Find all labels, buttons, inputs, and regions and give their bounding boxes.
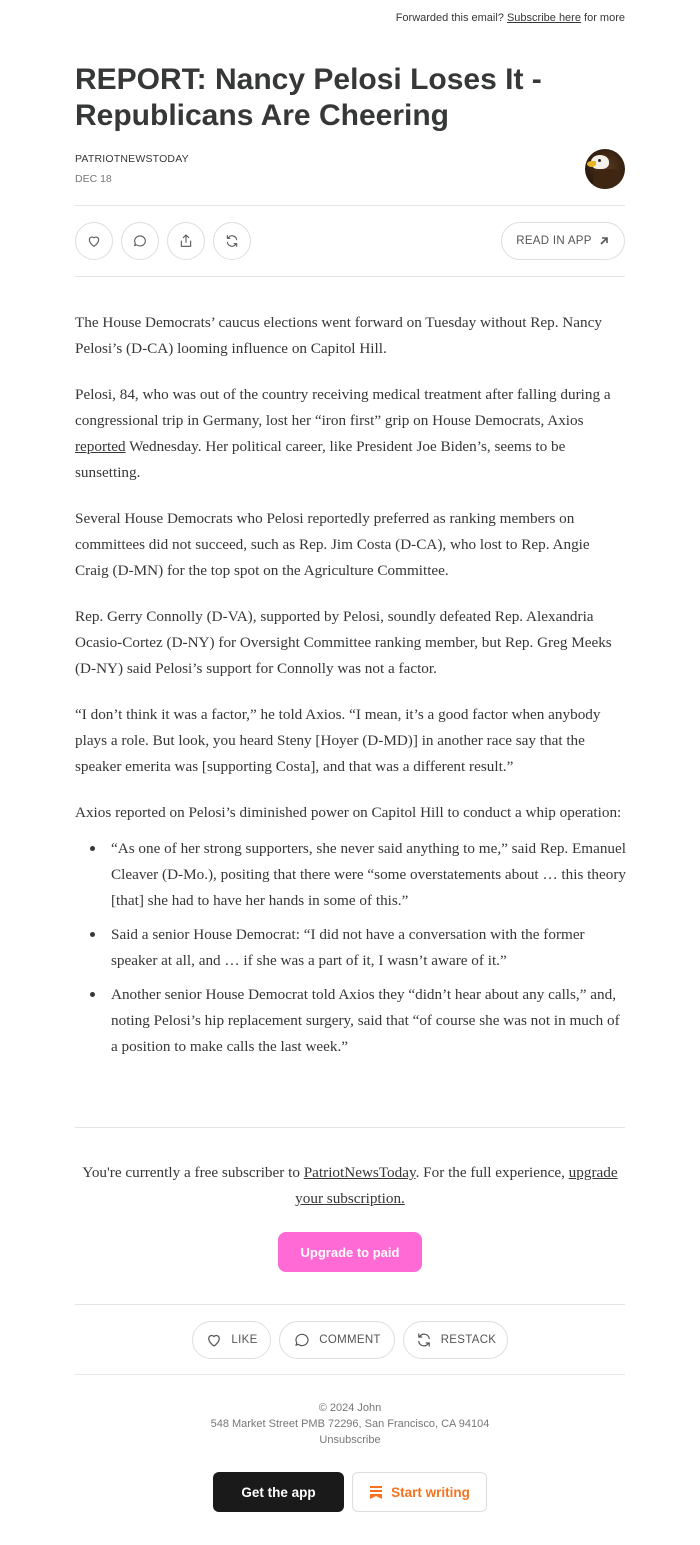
- restack-label: RESTACK: [440, 1334, 497, 1346]
- divider-article-end: [75, 1127, 625, 1128]
- avatar-eye-shape: [598, 159, 601, 162]
- like-pill-button[interactable]: [192, 1321, 271, 1359]
- paragraph-4: Rep. Gerry Connolly (D-VA), supported by Pelosi, soundly defeated Rep. Alexandria Ocasio-Cortez (D-NY) for Oversight Committee ranking member, but Rep. Greg Meeks (D-NY) said Pelosi’s support for Connolly was not a factor.: [75, 608, 612, 677]
- divider-toolbar: [75, 276, 625, 277]
- start-writing-button[interactable]: [352, 1472, 487, 1512]
- publication-name[interactable]: PATRIOTNEWSTODAY: [75, 153, 189, 165]
- heart-icon: [205, 1331, 223, 1349]
- share-icon: [178, 233, 194, 249]
- subscription-text-2: . For the full experience,: [415, 1164, 569, 1181]
- paragraph-1: The House Democrats’ caucus elections went forward on Tuesday without Rep. Nancy Pelosi’s (D-CA) looming influence on Capitol Hill.: [75, 314, 602, 357]
- article-body: [75, 310, 627, 1068]
- subscribe-here-link[interactable]: Subscribe here: [506, 12, 581, 24]
- avatar-body-shape: [593, 169, 623, 189]
- comment-icon: [132, 233, 148, 249]
- copyright: © 2024 John: [318, 1402, 382, 1414]
- comment-button[interactable]: [121, 222, 159, 260]
- comment-icon: [293, 1331, 311, 1349]
- comment-label: COMMENT: [319, 1334, 381, 1346]
- address: 548 Market Street PMB 72296, San Francisco, CA 94104: [210, 1418, 490, 1430]
- paragraph-3: Several House Democrats who Pelosi reportedly preferred as ranking members on committees did not succeed, such as Rep. Jim Costa (D-CA), who lost to Rep. Angie Craig (D-MN) for the top spot on the Agriculture Committee.: [75, 510, 590, 579]
- unsubscribe-link[interactable]: Unsubscribe: [319, 1434, 381, 1446]
- restack-pill-button[interactable]: [403, 1321, 508, 1359]
- paragraph-5: “I don’t think it was a factor,” he told Axios. “I mean, it’s a good factor when anybody plays a role. But look, you heard Steny [Hoyer (D-MD)] in another race say that the speaker emerita was [supporting Costa], and that was a different result.”: [75, 706, 601, 775]
- start-writing-label: Start writing: [391, 1484, 470, 1500]
- arrow-up-right-icon: [598, 235, 610, 247]
- reported-link[interactable]: reported: [75, 438, 126, 455]
- subscription-notice: [75, 1160, 625, 1212]
- forward-suffix: for more: [584, 12, 625, 24]
- upgrade-subscription-link[interactable]: upgrade your subscription.: [295, 1164, 618, 1207]
- post-date: DEC 18: [75, 173, 112, 185]
- quote-list: [75, 836, 627, 1060]
- restack-button[interactable]: [213, 222, 251, 260]
- paragraph-2-text-end: Wednesday. Her political career, like President Joe Biden’s, seems to be sunsetting.: [75, 438, 566, 481]
- paragraph-2: [75, 382, 627, 486]
- forward-prefix: Forwarded this email?: [395, 12, 504, 24]
- subscription-text: You're currently a free subscriber to: [82, 1164, 304, 1181]
- restack-icon: [224, 233, 240, 249]
- list-item: Another senior House Democrat told Axios they “didn’t hear about any calls,” and, noting Pelosi’s hip replacement surgery, said that “of course she was not in much of a position to make calls the last week.”: [75, 982, 627, 1060]
- paragraph-6: Axios reported on Pelosi’s diminished power on Capitol Hill to conduct a whip operation:: [75, 804, 622, 821]
- substack-logo-icon: [369, 1485, 383, 1499]
- publication-link[interactable]: PatriotNewsToday: [303, 1164, 416, 1181]
- heart-icon: [86, 233, 102, 249]
- divider-actions: [75, 1374, 625, 1375]
- restack-icon: [415, 1331, 433, 1349]
- share-button[interactable]: [167, 222, 205, 260]
- like-button[interactable]: [75, 222, 113, 260]
- divider-top: [75, 205, 625, 206]
- read-in-app-label: READ IN APP: [516, 235, 592, 247]
- forward-notice: [396, 12, 625, 24]
- list-item: “As one of her strong supporters, she never said anything to me,” said Rep. Emanuel Cleaver (D-Mo.), positing that there were “some overstatements about … this theory [that] she had to have her hands in some of this.”: [75, 836, 627, 914]
- like-label: LIKE: [231, 1334, 258, 1346]
- upgrade-to-paid-button[interactable]: Upgrade to paid: [278, 1232, 422, 1272]
- avatar-beak-shape: [587, 161, 596, 167]
- eagle-avatar[interactable]: [585, 149, 625, 189]
- read-in-app-button[interactable]: [501, 222, 625, 260]
- divider-subscribe: [75, 1304, 625, 1305]
- comment-pill-button[interactable]: [279, 1321, 395, 1359]
- paragraph-2-text: Pelosi, 84, who was out of the country receiving medical treatment after falling during a congressional trip in Germany, lost her “iron first” grip on House Democrats, Axios: [75, 386, 611, 429]
- post-title[interactable]: REPORT: Nancy Pelosi Loses It - Republicans Are Cheering: [75, 63, 542, 132]
- list-item: Said a senior House Democrat: “I did not have a conversation with the former speaker at all, and … if she was a part of it, I wasn’t aware of it.”: [75, 922, 627, 974]
- get-the-app-button[interactable]: Get the app: [213, 1472, 344, 1512]
